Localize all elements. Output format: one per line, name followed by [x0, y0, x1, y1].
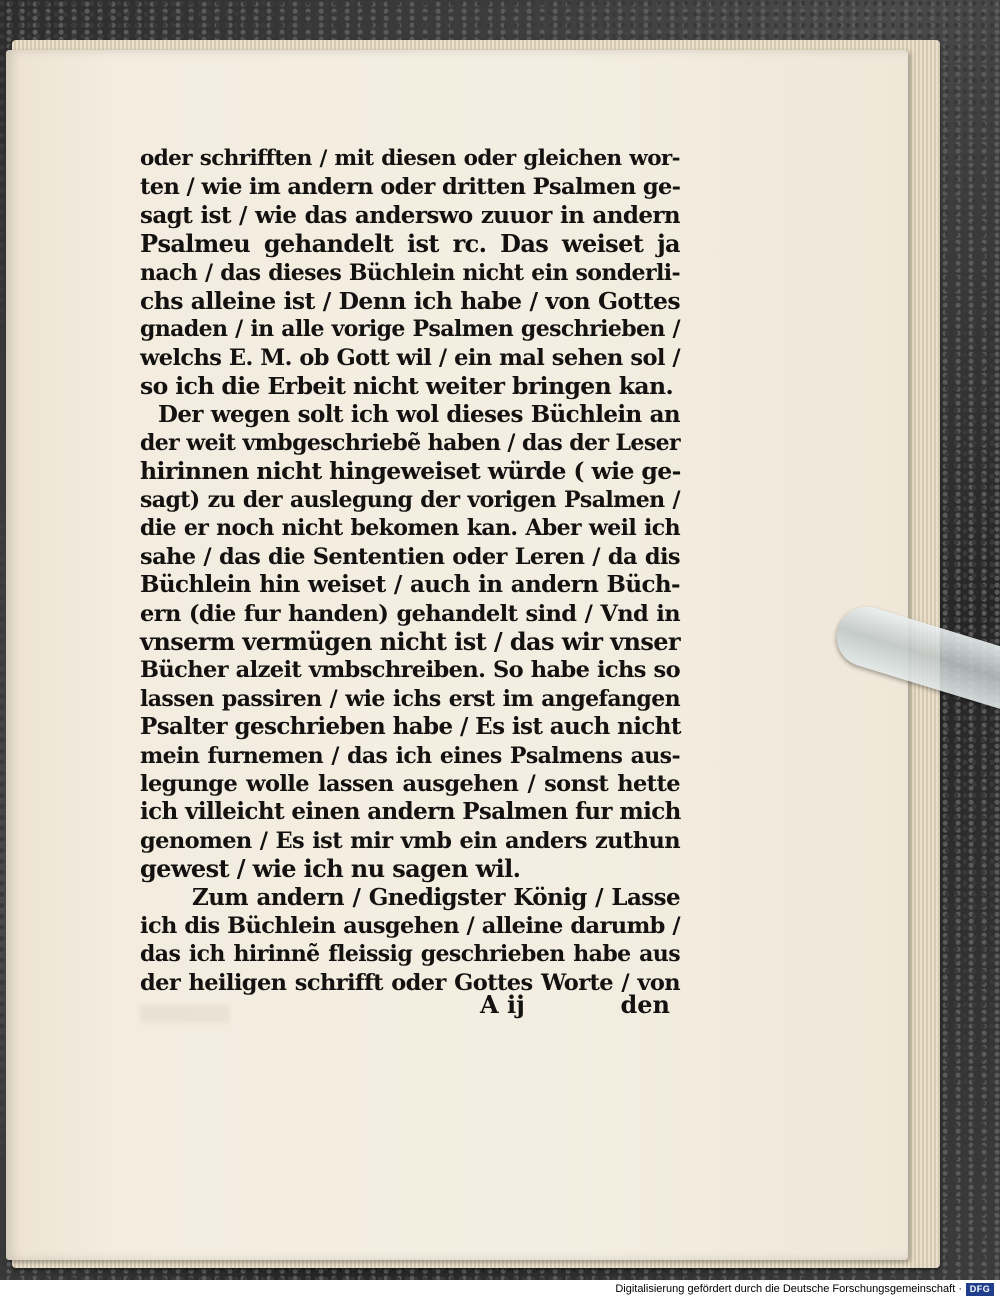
text-line: die er noch nicht bekomen kan. Aber weil ich	[140, 515, 680, 542]
show-through-ink	[140, 1005, 230, 1023]
text-line: ich villeicht einen andern Psalmen fur mich	[140, 798, 681, 826]
text-line: Psalter geschrieben habe / Es ist auch nicht	[140, 713, 681, 741]
text-line: sagt ist / wie das anderswo zuuor in andern	[140, 201, 680, 229]
text-line: ern (die fur handen) gehandelt sind / Vnd in	[140, 600, 680, 627]
text-line: Der wegen solt ich wol dieses Büchlein an	[158, 400, 680, 428]
text-line: ich dis Büchlein ausgehen / alleine darumb /	[140, 912, 680, 939]
text-line: hirinnen nicht hingeweiset würde ( wie ge-	[140, 457, 681, 486]
text-line: der heiligen schrifft oder Gottes Worte / von	[140, 969, 680, 996]
text-line: sagt) zu der auslegung der vorigen Psalmen /	[140, 486, 680, 513]
text-line: so ich die Erbeit nicht weiter bringen kan.	[140, 372, 674, 401]
credit-bar	[0, 1280, 1000, 1300]
text-line: welchs E. M. ob Gott wil / ein mal sehen sol /	[140, 344, 680, 371]
text-line: gewest / wie ich nu sagen wil.	[140, 854, 521, 884]
text-line: ten / wie im andern oder dritten Psalmen ge-	[140, 174, 681, 201]
text-block	[140, 145, 680, 997]
text-line: Büchlein hin weiset / auch in andern Büch-	[140, 571, 680, 599]
text-line: Zum andern / Gnedigster König / Lasse	[192, 883, 680, 911]
catchword: den	[620, 990, 670, 1019]
funding-credit: Digitalisierung gefördert durch die Deutsche Forschungsgemeinschaft ·	[615, 1283, 962, 1295]
text-line: lassen passiren / wie ichs erst im angefangen	[140, 685, 680, 712]
text-line: gnaden / in alle vorige Psalmen geschrieben /	[140, 316, 680, 343]
text-line: chs alleine ist / Denn ich habe / von Gottes	[140, 287, 680, 316]
text-line: genomen / Es ist mir vmb ein anders zuthun	[140, 827, 680, 854]
text-line: Bücher alzeit vmbschreiben. So habe ichs so	[140, 657, 680, 684]
text-line: der weit vmbgeschriebẽ haben / das der Leser	[140, 430, 680, 457]
text-line: mein furnemen / das ich eines Psalmens aus-	[140, 742, 680, 769]
text-line: nach / das dieses Büchlein nicht ein sonderli-	[140, 259, 680, 286]
dfg-logo-icon: DFG	[966, 1283, 994, 1296]
text-line: legunge wolle lassen ausgehen / sonst hette	[140, 770, 680, 797]
text-line: vnserm vermügen nicht ist / das wir vnser	[140, 626, 680, 656]
text-line: oder schrifften / mit diesen oder gleichen wor-	[140, 146, 680, 171]
text-line: das ich hirinnẽ fleissig geschrieben habe aus	[140, 941, 680, 968]
signature-mark: A ij	[480, 990, 525, 1019]
text-line: sahe / das die Sententien oder Leren / da dis	[140, 543, 680, 570]
text-line: Psalmeu gehandelt ist rc. Das weiset ja	[140, 229, 680, 259]
